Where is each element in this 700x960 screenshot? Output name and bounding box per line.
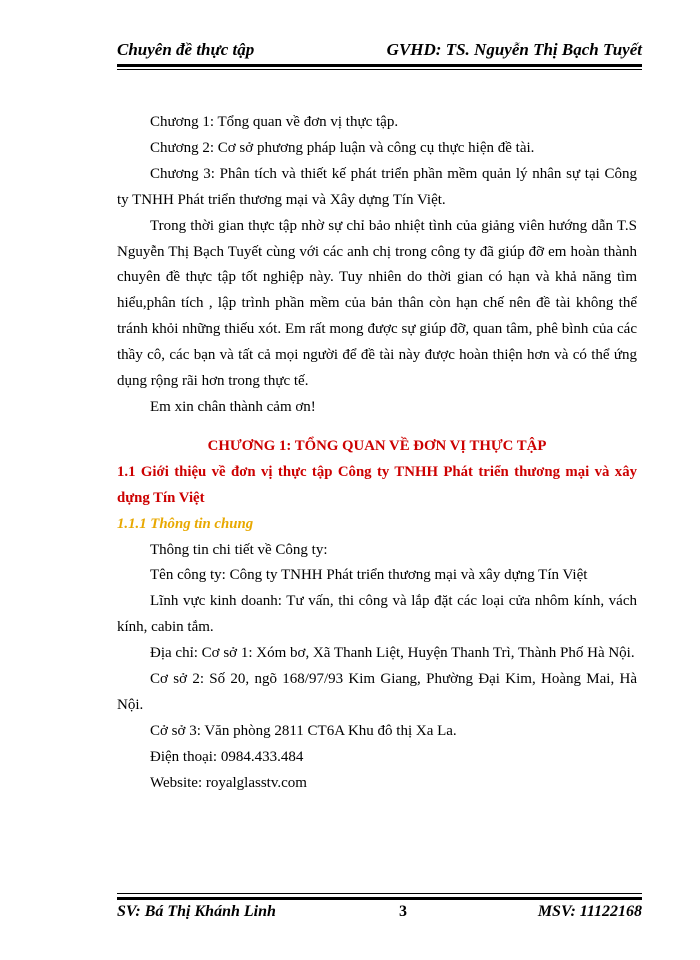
- info-line: Lĩnh vực kinh doanh: Tư vấn, thi công và lắp đặt các loại cửa nhôm kính, vách kính, cabin tắm.: [117, 593, 637, 636]
- spacer: [117, 421, 637, 434]
- info-line: Điện thoại: 0984.433.484: [150, 748, 304, 765]
- intro-paragraph: Chương 2: Cơ sở phương pháp luận và công cụ thực hiện đề tài.: [150, 139, 535, 156]
- intro-paragraph: Chương 3: Phân tích và thiết kế phát triển phần mềm quản lý nhân sự tại Công ty TNHH Phát triển thương mại và Xây dựng Tín Việt.: [117, 165, 637, 208]
- footer-rule-thin: [117, 893, 642, 894]
- page-footer: [117, 901, 642, 923]
- page-number: 3: [399, 903, 407, 920]
- chapter-title: CHƯƠNG 1: TỔNG QUAN VỀ ĐƠN VỊ THỰC TẬP: [207, 437, 547, 454]
- page-body: [117, 110, 637, 797]
- footer-student-id: MSV: 11122168: [537, 903, 642, 920]
- section-title: 1.1 Giới thiệu về đơn vị thực tập Công ty TNHH Phát triển thương mại và xây dựng Tín Việt: [117, 463, 637, 506]
- info-line: Cở sở 3: Văn phòng 2811 CT6A Khu đô thị Xa La.: [150, 722, 457, 739]
- header-rule-thin: [117, 69, 642, 70]
- info-line: Tên công ty: Công ty TNHH Phát triển thương mại và xây dựng Tín Việt: [150, 567, 588, 584]
- header-rule-thick: [117, 64, 642, 67]
- intro-paragraph: Chương 1: Tổng quan về đơn vị thực tập.: [150, 114, 399, 130]
- footer-rule-thick: [117, 897, 642, 900]
- header-supervisor: GVHD: TS. Nguyễn Thị Bạch Tuyết: [386, 40, 642, 59]
- header-report-type: Chuyên đề thực tập: [117, 40, 255, 59]
- info-line: Cơ sở 2: Số 20, ngõ 168/97/93 Kim Giang, Phường Đại Kim, Hoàng Mai, Hà Nội.: [117, 671, 637, 713]
- info-line: Website: royalglasstv.com: [150, 774, 307, 791]
- subsection-title: 1.1.1 Thông tin chung: [117, 515, 254, 532]
- intro-paragraph: Em xin chân thành cảm ơn!: [150, 398, 316, 415]
- info-line: Địa chỉ: Cơ sở 1: Xóm bơ, Xã Thanh Liệt, Huyện Thanh Trì, Thành Phố Hà Nội.: [150, 645, 635, 662]
- info-line: Thông tin chi tiết về Công ty:: [150, 541, 328, 558]
- intro-paragraph: Trong thời gian thực tập nhờ sự chỉ bảo nhiệt tình của giảng viên hướng dẫn T.S Nguyễn Thị Bạch Tuyết cùng với các anh chị trong công ty đã giúp đỡ em hoàn thành chuyên đề thực tập tốt nghiệp này. Tuy nhiên do thời gian có hạn và khả năng tìm hiểu,phân tích , lập trình phần mềm của bản thân còn hạn chế nên đề tài không thể tránh khỏi những thiếu xót. Em rất mong được sự giúp đỡ, quan tâm, phê bình của các thầy cô, các bạn và tất cả mọi người để đề tài này được hoàn thiện hơn và có thể ứng dụng rộng rãi hơn trong thực tế.: [117, 217, 637, 390]
- footer-student-name: SV: Bá Thị Khánh Linh: [117, 903, 276, 920]
